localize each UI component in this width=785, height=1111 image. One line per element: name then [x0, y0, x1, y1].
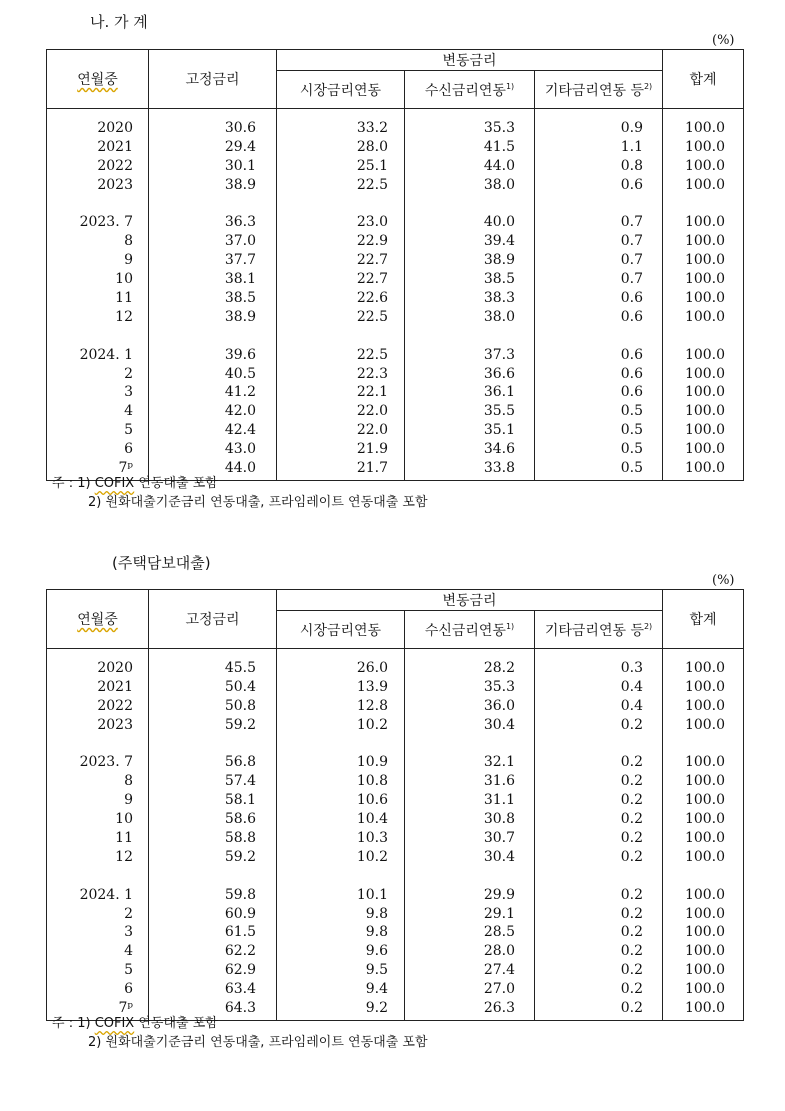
header-market-linked: 시장금리연동 [277, 71, 405, 109]
market-cell: 22.6 [356, 290, 388, 307]
period-cell: 11 [115, 830, 133, 847]
market-cell: 10.2 [356, 716, 388, 733]
fixed-cell: 38.9 [224, 308, 256, 325]
deposit-cell: 36.1 [483, 384, 515, 401]
fixed-column [149, 109, 277, 481]
fixed-cell: 62.9 [224, 962, 256, 979]
total-cell: 100.0 [684, 830, 726, 847]
fixed-cell: 59.2 [224, 848, 256, 865]
total-cell: 100.0 [684, 460, 726, 477]
header-period: 연월중 [47, 590, 149, 649]
market-column [277, 109, 405, 481]
fixed-cell: 42.4 [224, 422, 256, 439]
other-cell: 0.5 [620, 422, 644, 439]
other-cell: 0.6 [620, 365, 644, 382]
period-cell: 6 [124, 981, 133, 998]
fixed-cell: 38.1 [224, 271, 256, 288]
total-cell: 100.0 [684, 214, 726, 231]
total-cell: 100.0 [684, 308, 726, 325]
deposit-cell: 28.0 [483, 943, 515, 960]
total-cell: 100.0 [684, 365, 726, 382]
market-cell: 22.0 [356, 403, 388, 420]
period-cell: 3 [124, 924, 133, 941]
other-cell: 0.2 [620, 811, 644, 828]
other-cell: 0.5 [620, 403, 644, 420]
deposit-cell: 27.0 [483, 981, 515, 998]
market-cell: 10.3 [356, 830, 388, 847]
period-cell: 7ᵖ [118, 1000, 133, 1017]
other-cell: 0.7 [620, 252, 644, 269]
total-cell: 100.0 [684, 943, 726, 960]
market-column [277, 649, 405, 1021]
mortgage-rate-table [46, 589, 744, 1021]
other-cell: 0.2 [620, 848, 644, 865]
total-cell: 100.0 [684, 1000, 726, 1017]
market-cell: 9.5 [365, 962, 388, 979]
total-cell: 100.0 [684, 962, 726, 979]
fixed-cell: 39.6 [224, 346, 256, 363]
other-cell: 0.2 [620, 962, 644, 979]
market-cell: 10.6 [356, 792, 388, 809]
fixed-cell: 30.6 [224, 120, 256, 136]
fixed-cell: 60.9 [224, 905, 256, 922]
other-cell: 0.2 [620, 773, 644, 790]
fixed-cell: 29.4 [224, 138, 256, 155]
header-other-linked: 기타금리연동 등$^{2)}$ [535, 611, 663, 649]
period-cell: 2021 [97, 138, 133, 155]
period-cell: 2 [124, 365, 133, 382]
market-cell: 10.8 [356, 773, 388, 790]
deposit-cell: 29.9 [483, 886, 515, 903]
header-other-linked: 기타금리연동 등$^{2)}$ [535, 71, 663, 109]
total-cell: 100.0 [684, 346, 726, 363]
total-cell: 100.0 [684, 716, 726, 733]
fixed-cell: 64.3 [224, 1000, 256, 1017]
fixed-cell: 37.0 [224, 233, 256, 250]
header-fixed-rate: 고정금리 [149, 590, 277, 649]
total-cell: 100.0 [684, 754, 726, 771]
market-cell: 22.7 [356, 271, 388, 288]
market-cell: 9.4 [365, 981, 388, 998]
period-cell: 12 [115, 308, 133, 325]
other-cell: 0.6 [620, 308, 644, 325]
deposit-column [405, 649, 535, 1021]
fixed-cell: 42.0 [224, 403, 256, 420]
market-cell: 22.9 [356, 233, 388, 250]
deposit-cell: 31.1 [483, 792, 515, 809]
market-cell: 22.5 [356, 308, 388, 325]
deposit-cell: 31.6 [483, 773, 515, 790]
other-cell: 0.3 [620, 660, 644, 676]
other-cell: 0.2 [620, 886, 644, 903]
total-cell: 100.0 [684, 138, 726, 155]
footnote-1: 주 : 1) COFIX 연동대출 포함 [52, 1016, 218, 1031]
deposit-cell: 27.4 [483, 962, 515, 979]
market-cell: 21.7 [356, 460, 388, 477]
other-cell: 0.4 [620, 697, 644, 714]
total-cell: 100.0 [684, 905, 726, 922]
other-cell: 0.6 [620, 176, 644, 193]
other-cell: 0.7 [620, 233, 644, 250]
section-title-household: 나. 가 계 [90, 13, 148, 31]
section-title-mortgage: (주택담보대출) [112, 554, 211, 572]
other-cell: 0.6 [620, 290, 644, 307]
other-cell: 0.6 [620, 384, 644, 401]
fixed-cell: 62.2 [224, 943, 256, 960]
market-cell: 22.1 [356, 384, 388, 401]
period-column [47, 649, 149, 1021]
other-cell: 0.9 [620, 120, 644, 136]
header-deposit-linked: 수신금리연동$^{1)}$ [405, 71, 535, 109]
total-cell: 100.0 [684, 384, 726, 401]
period-cell: 8 [124, 773, 133, 790]
total-cell: 100.0 [684, 660, 726, 676]
total-cell: 100.0 [684, 441, 726, 458]
fixed-cell: 63.4 [224, 981, 256, 998]
period-cell: 11 [115, 290, 133, 307]
other-column [535, 649, 663, 1021]
deposit-cell: 35.5 [483, 403, 515, 420]
other-cell: 0.5 [620, 441, 644, 458]
total-column [663, 109, 744, 481]
period-cell: 2020 [97, 120, 133, 136]
period-cell: 4 [124, 403, 133, 420]
period-cell: 2021 [97, 678, 133, 695]
other-cell: 0.8 [620, 157, 644, 174]
market-cell: 10.4 [356, 811, 388, 828]
other-cell: 0.7 [620, 271, 644, 288]
other-cell: 0.2 [620, 924, 644, 941]
footnote-2: 2) 원화대출기준금리 연동대출, 프라임레이트 연동대출 포함 [88, 1035, 428, 1050]
deposit-cell: 36.0 [483, 697, 515, 714]
deposit-cell: 30.4 [483, 716, 515, 733]
fixed-cell: 58.8 [224, 830, 256, 847]
deposit-cell: 41.5 [483, 138, 515, 155]
period-cell: 4 [124, 943, 133, 960]
other-cell: 0.6 [620, 346, 644, 363]
market-cell: 26.0 [356, 660, 388, 676]
market-cell: 21.9 [356, 441, 388, 458]
market-cell: 22.3 [356, 365, 388, 382]
header-variable-rate: 변동금리 [277, 50, 663, 71]
total-cell: 100.0 [684, 924, 726, 941]
other-cell: 0.2 [620, 943, 644, 960]
deposit-cell: 37.3 [483, 346, 515, 363]
period-cell: 9 [124, 792, 133, 809]
total-cell: 100.0 [684, 848, 726, 865]
fixed-cell: 40.5 [224, 365, 256, 382]
deposit-cell: 38.0 [483, 308, 515, 325]
market-cell: 28.0 [356, 138, 388, 155]
market-cell: 25.1 [356, 157, 388, 174]
total-cell: 100.0 [684, 811, 726, 828]
deposit-cell: 29.1 [483, 905, 515, 922]
header-fixed-rate: 고정금리 [149, 50, 277, 109]
deposit-cell: 26.3 [483, 1000, 515, 1017]
fixed-cell: 38.5 [224, 290, 256, 307]
fixed-cell: 36.3 [224, 214, 256, 231]
market-cell: 22.5 [356, 176, 388, 193]
market-cell: 9.8 [365, 924, 388, 941]
fixed-cell: 58.1 [224, 792, 256, 809]
fixed-cell: 58.6 [224, 811, 256, 828]
fixed-cell: 56.8 [224, 754, 256, 771]
market-cell: 9.6 [365, 943, 388, 960]
period-cell: 5 [124, 422, 133, 439]
market-cell: 33.2 [356, 120, 388, 136]
period-cell: 2 [124, 905, 133, 922]
deposit-cell: 28.5 [483, 924, 515, 941]
period-cell: 10 [115, 271, 133, 288]
deposit-cell: 33.8 [483, 460, 515, 477]
market-cell: 10.9 [356, 754, 388, 771]
period-cell: 7ᵖ [118, 460, 133, 477]
fixed-cell: 57.4 [224, 773, 256, 790]
total-cell: 100.0 [684, 403, 726, 420]
market-cell: 23.0 [356, 214, 388, 231]
fixed-cell: 43.0 [224, 441, 256, 458]
header-market-linked: 시장금리연동 [277, 611, 405, 649]
deposit-cell: 40.0 [483, 214, 515, 231]
total-cell: 100.0 [684, 233, 726, 250]
total-cell: 100.0 [684, 678, 726, 695]
total-cell: 100.0 [684, 176, 726, 193]
period-cell: 10 [115, 811, 133, 828]
total-cell: 100.0 [684, 271, 726, 288]
header-total: 합계 [663, 590, 744, 649]
total-column [663, 649, 744, 1021]
household-rate-table [46, 49, 744, 481]
header-deposit-linked: 수신금리연동$^{1)}$ [405, 611, 535, 649]
market-cell: 13.9 [356, 678, 388, 695]
fixed-cell: 50.4 [224, 678, 256, 695]
market-cell: 9.2 [365, 1000, 388, 1017]
deposit-column [405, 109, 535, 481]
other-cell: 0.2 [620, 981, 644, 998]
total-cell: 100.0 [684, 886, 726, 903]
deposit-cell: 35.1 [483, 422, 515, 439]
period-cell: 2023 [97, 176, 133, 193]
deposit-cell: 28.2 [483, 660, 515, 676]
period-cell: 2022 [97, 157, 133, 174]
total-cell: 100.0 [684, 120, 726, 136]
period-cell: 12 [115, 848, 133, 865]
footnote-2: 2) 원화대출기준금리 연동대출, 프라임레이트 연동대출 포함 [88, 495, 428, 510]
other-cell: 0.2 [620, 754, 644, 771]
deposit-cell: 35.3 [483, 678, 515, 695]
deposit-cell: 30.7 [483, 830, 515, 847]
fixed-cell: 44.0 [224, 460, 256, 477]
total-cell: 100.0 [684, 792, 726, 809]
deposit-cell: 30.8 [483, 811, 515, 828]
other-column [535, 109, 663, 481]
period-cell: 6 [124, 441, 133, 458]
market-cell: 10.1 [356, 886, 388, 903]
other-cell: 1.1 [620, 138, 644, 155]
fixed-cell: 59.8 [224, 886, 256, 903]
fixed-cell: 61.5 [224, 924, 256, 941]
other-cell: 0.4 [620, 678, 644, 695]
deposit-cell: 34.6 [483, 441, 515, 458]
deposit-cell: 38.0 [483, 176, 515, 193]
other-cell: 0.5 [620, 460, 644, 477]
period-cell: 2022 [97, 697, 133, 714]
total-cell: 100.0 [684, 773, 726, 790]
market-cell: 10.2 [356, 848, 388, 865]
other-cell: 0.2 [620, 716, 644, 733]
deposit-cell: 38.5 [483, 271, 515, 288]
period-cell: 3 [124, 384, 133, 401]
deposit-cell: 36.6 [483, 365, 515, 382]
other-cell: 0.2 [620, 1000, 644, 1017]
fixed-column [149, 649, 277, 1021]
total-cell: 100.0 [684, 697, 726, 714]
fixed-cell: 50.8 [224, 697, 256, 714]
total-cell: 100.0 [684, 157, 726, 174]
deposit-cell: 32.1 [483, 754, 515, 771]
market-cell: 22.5 [356, 346, 388, 363]
period-cell: 9 [124, 252, 133, 269]
total-cell: 100.0 [684, 422, 726, 439]
period-cell: 5 [124, 962, 133, 979]
period-cell: 2024. 1 [79, 346, 133, 363]
header-variable-rate: 변동금리 [277, 590, 663, 611]
fixed-cell: 41.2 [224, 384, 256, 401]
period-cell: 2020 [97, 660, 133, 676]
market-cell: 22.0 [356, 422, 388, 439]
fixed-cell: 45.5 [224, 660, 256, 676]
deposit-cell: 38.9 [483, 252, 515, 269]
period-cell: 2023 [97, 716, 133, 733]
unit-label: (%) [712, 33, 735, 48]
market-cell: 22.7 [356, 252, 388, 269]
deposit-cell: 35.3 [483, 120, 515, 136]
other-cell: 0.7 [620, 214, 644, 231]
fixed-cell: 30.1 [224, 157, 256, 174]
total-cell: 100.0 [684, 252, 726, 269]
footnote-1: 주 : 1) COFIX 연동대출 포함 [52, 476, 218, 491]
other-cell: 0.2 [620, 830, 644, 847]
period-cell: 2024. 1 [79, 886, 133, 903]
other-cell: 0.2 [620, 792, 644, 809]
deposit-cell: 38.3 [483, 290, 515, 307]
fixed-cell: 38.9 [224, 176, 256, 193]
unit-label: (%) [712, 573, 735, 588]
period-cell: 2023. 7 [79, 754, 133, 771]
deposit-cell: 44.0 [483, 157, 515, 174]
header-total: 합계 [663, 50, 744, 109]
total-cell: 100.0 [684, 981, 726, 998]
market-cell: 9.8 [365, 905, 388, 922]
period-cell: 2023. 7 [79, 214, 133, 231]
fixed-cell: 37.7 [224, 252, 256, 269]
deposit-cell: 39.4 [483, 233, 515, 250]
period-column [47, 109, 149, 481]
other-cell: 0.2 [620, 905, 644, 922]
fixed-cell: 59.2 [224, 716, 256, 733]
header-period: 연월중 [47, 50, 149, 109]
market-cell: 12.8 [356, 697, 388, 714]
deposit-cell: 30.4 [483, 848, 515, 865]
total-cell: 100.0 [684, 290, 726, 307]
period-cell: 8 [124, 233, 133, 250]
